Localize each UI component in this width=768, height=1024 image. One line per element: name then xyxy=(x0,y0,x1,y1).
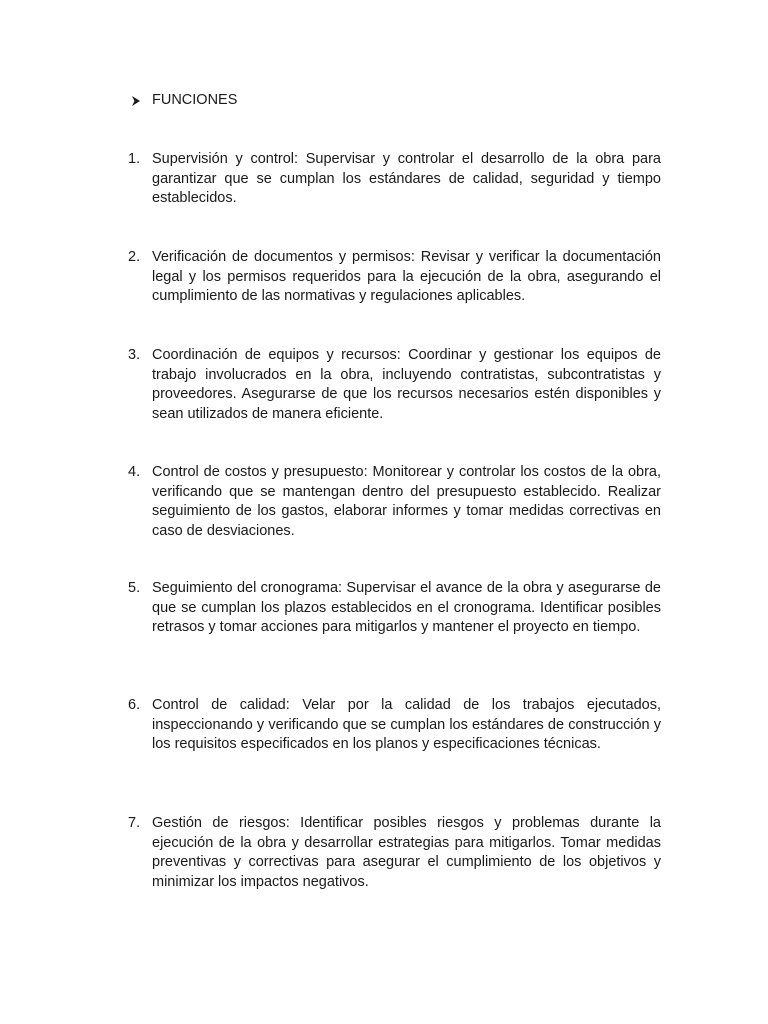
list-item-text: Gestión de riesgos: Identificar posibles riesgos y problemas durante la ejecución de la obra y desarrollar estrategias para mitigarlos. Tomar medidas preventivas y correctivas para asegurar el cumplimiento de los objetivos y minimizar los impactos negativos. xyxy=(152,815,661,890)
list-item-number: 3. xyxy=(128,347,141,363)
list-item-text: Control de costos y presupuesto: Monitorear y controlar los costos de la obra, verificando que se mantengan dentro del presupuesto establecido. Realizar seguimiento de los gastos, elaborar informes y tomar medidas correctivas en caso de desviaciones. xyxy=(152,464,661,539)
list-item-3 xyxy=(128,346,661,424)
list-item-1 xyxy=(128,150,661,209)
list-item-7 xyxy=(128,814,661,892)
list-item-number: 4. xyxy=(128,464,141,480)
list-item-4 xyxy=(128,463,661,541)
list-item-text: Coordinación de equipos y recursos: Coordinar y gestionar los equipos de trabajo involucrados en la obra, incluyendo contratistas, subcontratistas y proveedores. Asegurarse de que los recursos necesarios estén disponibles y sean utilizados de manera eficiente. xyxy=(152,347,661,422)
list-item-text: Control de calidad: Velar por la calidad de los trabajos ejecutados, inspeccionando y verificando que se cumplan los estándares de construcción y los requisitos especificados en los planos y especificaciones técnicas. xyxy=(152,697,661,752)
list-item-number: 1. xyxy=(128,151,141,167)
section-heading-label: FUNCIONES xyxy=(152,92,238,108)
list-item-text: Seguimiento del cronograma: Supervisar el avance de la obra y asegurarse de que se cumplan los plazos establecidos en el cronograma. Identificar posibles retrasos y tomar acciones para mitigarlos y mantener el proyecto en tiempo. xyxy=(152,580,661,635)
arrowhead-bullet-icon xyxy=(130,95,142,107)
list-item-number: 7. xyxy=(128,815,141,831)
list-item-text: Verificación de documentos y permisos: Revisar y verificar la documentación legal y los permisos requeridos para la ejecución de la obra, asegurando el cumplimiento de las normativas y regulaciones aplicables. xyxy=(152,249,661,304)
list-item-5 xyxy=(128,579,661,638)
list-item-number: 2. xyxy=(128,249,141,265)
list-item-text: Supervisión y control: Supervisar y controlar el desarrollo de la obra para garantizar que se cumplan los estándares de calidad, seguridad y tiempo establecidos. xyxy=(152,151,661,206)
list-item-2 xyxy=(128,248,661,307)
list-item-6 xyxy=(128,696,661,755)
list-item-number: 5. xyxy=(128,580,141,596)
list-item-number: 6. xyxy=(128,697,141,713)
section-heading xyxy=(130,91,237,110)
